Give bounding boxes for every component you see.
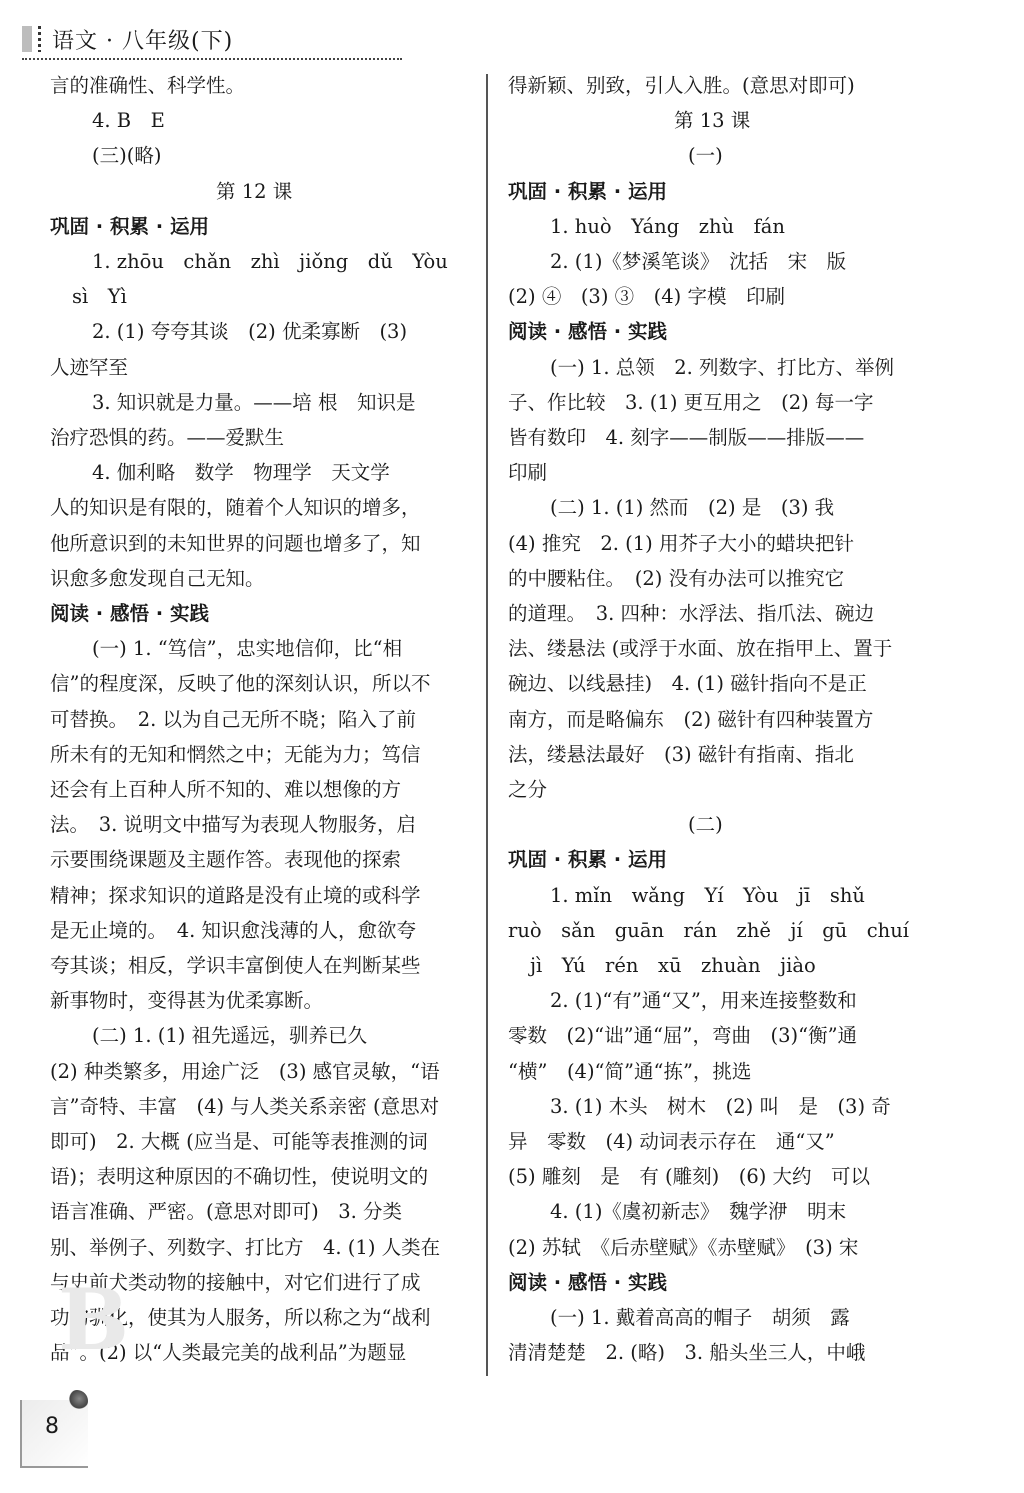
page-header	[22, 22, 402, 60]
text-line: 信”的程度深，反映了他的深刻认识，所以不	[50, 672, 431, 696]
text-line: 法，缕悬法最好 (3) 磁针有指南、指北	[508, 742, 854, 766]
text-line: 南方，而是略偏东 (2) 磁针有四种装置方	[508, 707, 874, 731]
text-line: 语言准确、严密。(意思对即可) 3. 分类	[50, 1200, 403, 1224]
section-heading: 巩固 · 积累 · 运用	[508, 848, 667, 872]
text-line: 的中腰粘住。 (2) 没有办法可以推究它	[508, 566, 845, 590]
header-dash	[38, 26, 41, 52]
text-line: 2. (1)“有”通“又”，用来连接整数和	[550, 989, 857, 1013]
section-heading: 巩固 · 积累 · 运用	[508, 179, 667, 203]
section-heading: 阅读 · 感悟 · 实践	[50, 602, 209, 625]
text-line: (二) 1. (1) 然而 (2) 是 (3) 我	[550, 496, 835, 520]
text-line: 3. 知识就是力量。——培 根 知识是	[92, 390, 416, 414]
text-line: (4) 推究 2. (1) 用芥子大小的蜡块把针	[508, 531, 854, 555]
text-line: 第 13 课	[674, 109, 751, 133]
text-line: 第 12 课	[216, 179, 293, 203]
text-line: 1. zhōu chǎn zhì jiǒng dǔ Yòu	[92, 250, 448, 273]
text-line: 之分	[508, 778, 548, 801]
text-line: 精神；探求知识的道路是没有止境的或科学	[50, 883, 421, 907]
text-line: 即可) 2. 大概 (应当是、可能等表推测的词	[50, 1130, 428, 1153]
text-line: 治疗恐惧的药。——爱默生	[50, 426, 285, 449]
text-line: 品”。(2) 以“人类最完美的战利品”为题显	[50, 1341, 407, 1365]
text-line: 还会有上百种人所不知的、难以想像的方	[50, 778, 402, 801]
text-line: 清清楚楚 2. (略) 3. 船头坐三人，中峨	[508, 1341, 866, 1365]
text-line: 得新颖、别致，引人入胜。(意思对即可)	[508, 74, 855, 97]
text-line: 异 零数 (4) 动词表示存在 通“又”	[508, 1130, 835, 1153]
text-line: 识愈多愈发现自己无知。	[50, 566, 265, 590]
text-line: 1. huò Yáng zhù fán	[550, 214, 785, 238]
section-heading: 巩固 · 积累 · 运用	[50, 214, 209, 238]
text-line: (2) ④ (3) ③ (4) 字模 印刷	[508, 285, 785, 309]
text-line: 言”奇特、丰富 (4) 与人类关系亲密 (意思对	[50, 1094, 440, 1118]
text-line: 新事物时，变得甚为优柔寡断。	[50, 989, 324, 1013]
header-marker	[22, 26, 32, 52]
text-line: 人的知识是有限的，随着个人知识的增多，	[50, 496, 421, 520]
text-line: 是无止境的。 4. 知识愈浅薄的人，愈欲夸	[50, 918, 417, 942]
column-divider	[486, 74, 488, 1376]
text-line: 子、作比较 3. (1) 更互用之 (2) 每一字	[508, 390, 874, 414]
text-line: (一) 1. 戴着高高的帽子 胡须 露	[550, 1306, 850, 1329]
text-line: 4. 伽利略 数学 物理学 天文学	[92, 461, 390, 485]
text-line: 人迹罕至	[50, 355, 129, 379]
text-line: 碗边、以线悬挂) 4. (1) 磁针指向不是正	[508, 672, 867, 696]
text-line: 2. (1)《梦溪笔谈》 沈括 宋 版	[550, 250, 847, 273]
text-line: 夸其谈；相反，学识丰富倒使人在判断某些	[50, 954, 421, 977]
text-line: 皆有数印 4. 刻字——制版——排版——	[508, 426, 865, 449]
text-line: 法。 3. 说明文中描写为表现人物服务，启	[50, 813, 417, 837]
text-line: 与史前犬类动物的接触中，对它们进行了成	[50, 1270, 421, 1294]
watermark-logo: B	[58, 1270, 129, 1369]
text-line: (一)	[688, 144, 723, 168]
text-line: 功的驯化，使其为人服务，所以称之为“战利	[50, 1306, 431, 1329]
text-line: (三)(略)	[92, 144, 162, 168]
text-line: 语)；表明这种原因的不确切性，使说明文的	[50, 1165, 429, 1189]
text-line: “横” (4)“简”通“拣”，挑选	[508, 1059, 752, 1083]
text-line: (2) 种类繁多，用途广泛 (3) 感官灵敏，“语	[50, 1059, 440, 1083]
text-line: 零数 (2)“诎”通“屈”，弯曲 (3)“衡”通	[508, 1024, 858, 1048]
text-line: 可替换。 2. 以为自己无所不晓；陷入了前	[50, 707, 417, 731]
header-title: 语文 · 八年级(下)	[52, 29, 234, 54]
text-line: 4. (1)《虞初新志》 魏学洢 明末	[550, 1200, 847, 1224]
decorative-dot-icon	[66, 1390, 88, 1412]
text-line: 别、举例子、列数字、打比方 4. (1) 人类在	[50, 1235, 441, 1259]
text-line: (二)	[688, 813, 723, 837]
text-line: 示要围绕课题及主题作答。表现他的探索	[50, 848, 402, 872]
text-line: 言的准确性、科学性。	[50, 74, 246, 97]
text-line: (5) 雕刻 是 有 (雕刻) (6) 大约 可以	[508, 1165, 871, 1189]
text-line: (一) 1. 总领 2. 列数字、打比方、举例	[550, 355, 895, 379]
text-line: 的道理。 3. 四种：水浮法、指爪法、碗边	[508, 602, 875, 625]
text-line: (一) 1. “笃信”，忠实地信仰，比“相	[92, 637, 403, 661]
text-line: 4. B E	[92, 109, 165, 133]
text-line: 2. (1) 夸夸其谈 (2) 优柔寡断 (3)	[92, 320, 408, 344]
text-line: 所未有的无知和惘然之中；无能为力；笃信	[50, 742, 421, 766]
text-line: (二) 1. (1) 祖先遥远，驯养已久	[92, 1024, 368, 1048]
text-line: sì Yì	[72, 285, 127, 309]
text-line: 1. mǐn wǎng Yí Yòu jī shǔ	[550, 883, 865, 907]
text-line: (2) 苏轼 《后赤壁赋》《赤壁赋》 (3) 宋	[508, 1235, 859, 1259]
text-line: jì Yú rén xū zhuàn jiào	[530, 954, 816, 977]
text-line: 他所意识到的未知世界的问题也增多了，知	[50, 531, 421, 555]
text-line: 法、缕悬法 (或浮于水面、放在指甲上、置于	[508, 637, 893, 661]
text-line: ruò sǎn guān rán zhě jí gū chuí	[508, 918, 910, 942]
section-heading: 阅读 · 感悟 · 实践	[508, 320, 667, 344]
page-number: 8	[45, 1414, 59, 1439]
section-heading: 阅读 · 感悟 · 实践	[508, 1270, 667, 1294]
text-line: 3. (1) 木头 树木 (2) 叫 是 (3) 奇	[550, 1094, 891, 1118]
text-line: 印刷	[508, 461, 548, 485]
